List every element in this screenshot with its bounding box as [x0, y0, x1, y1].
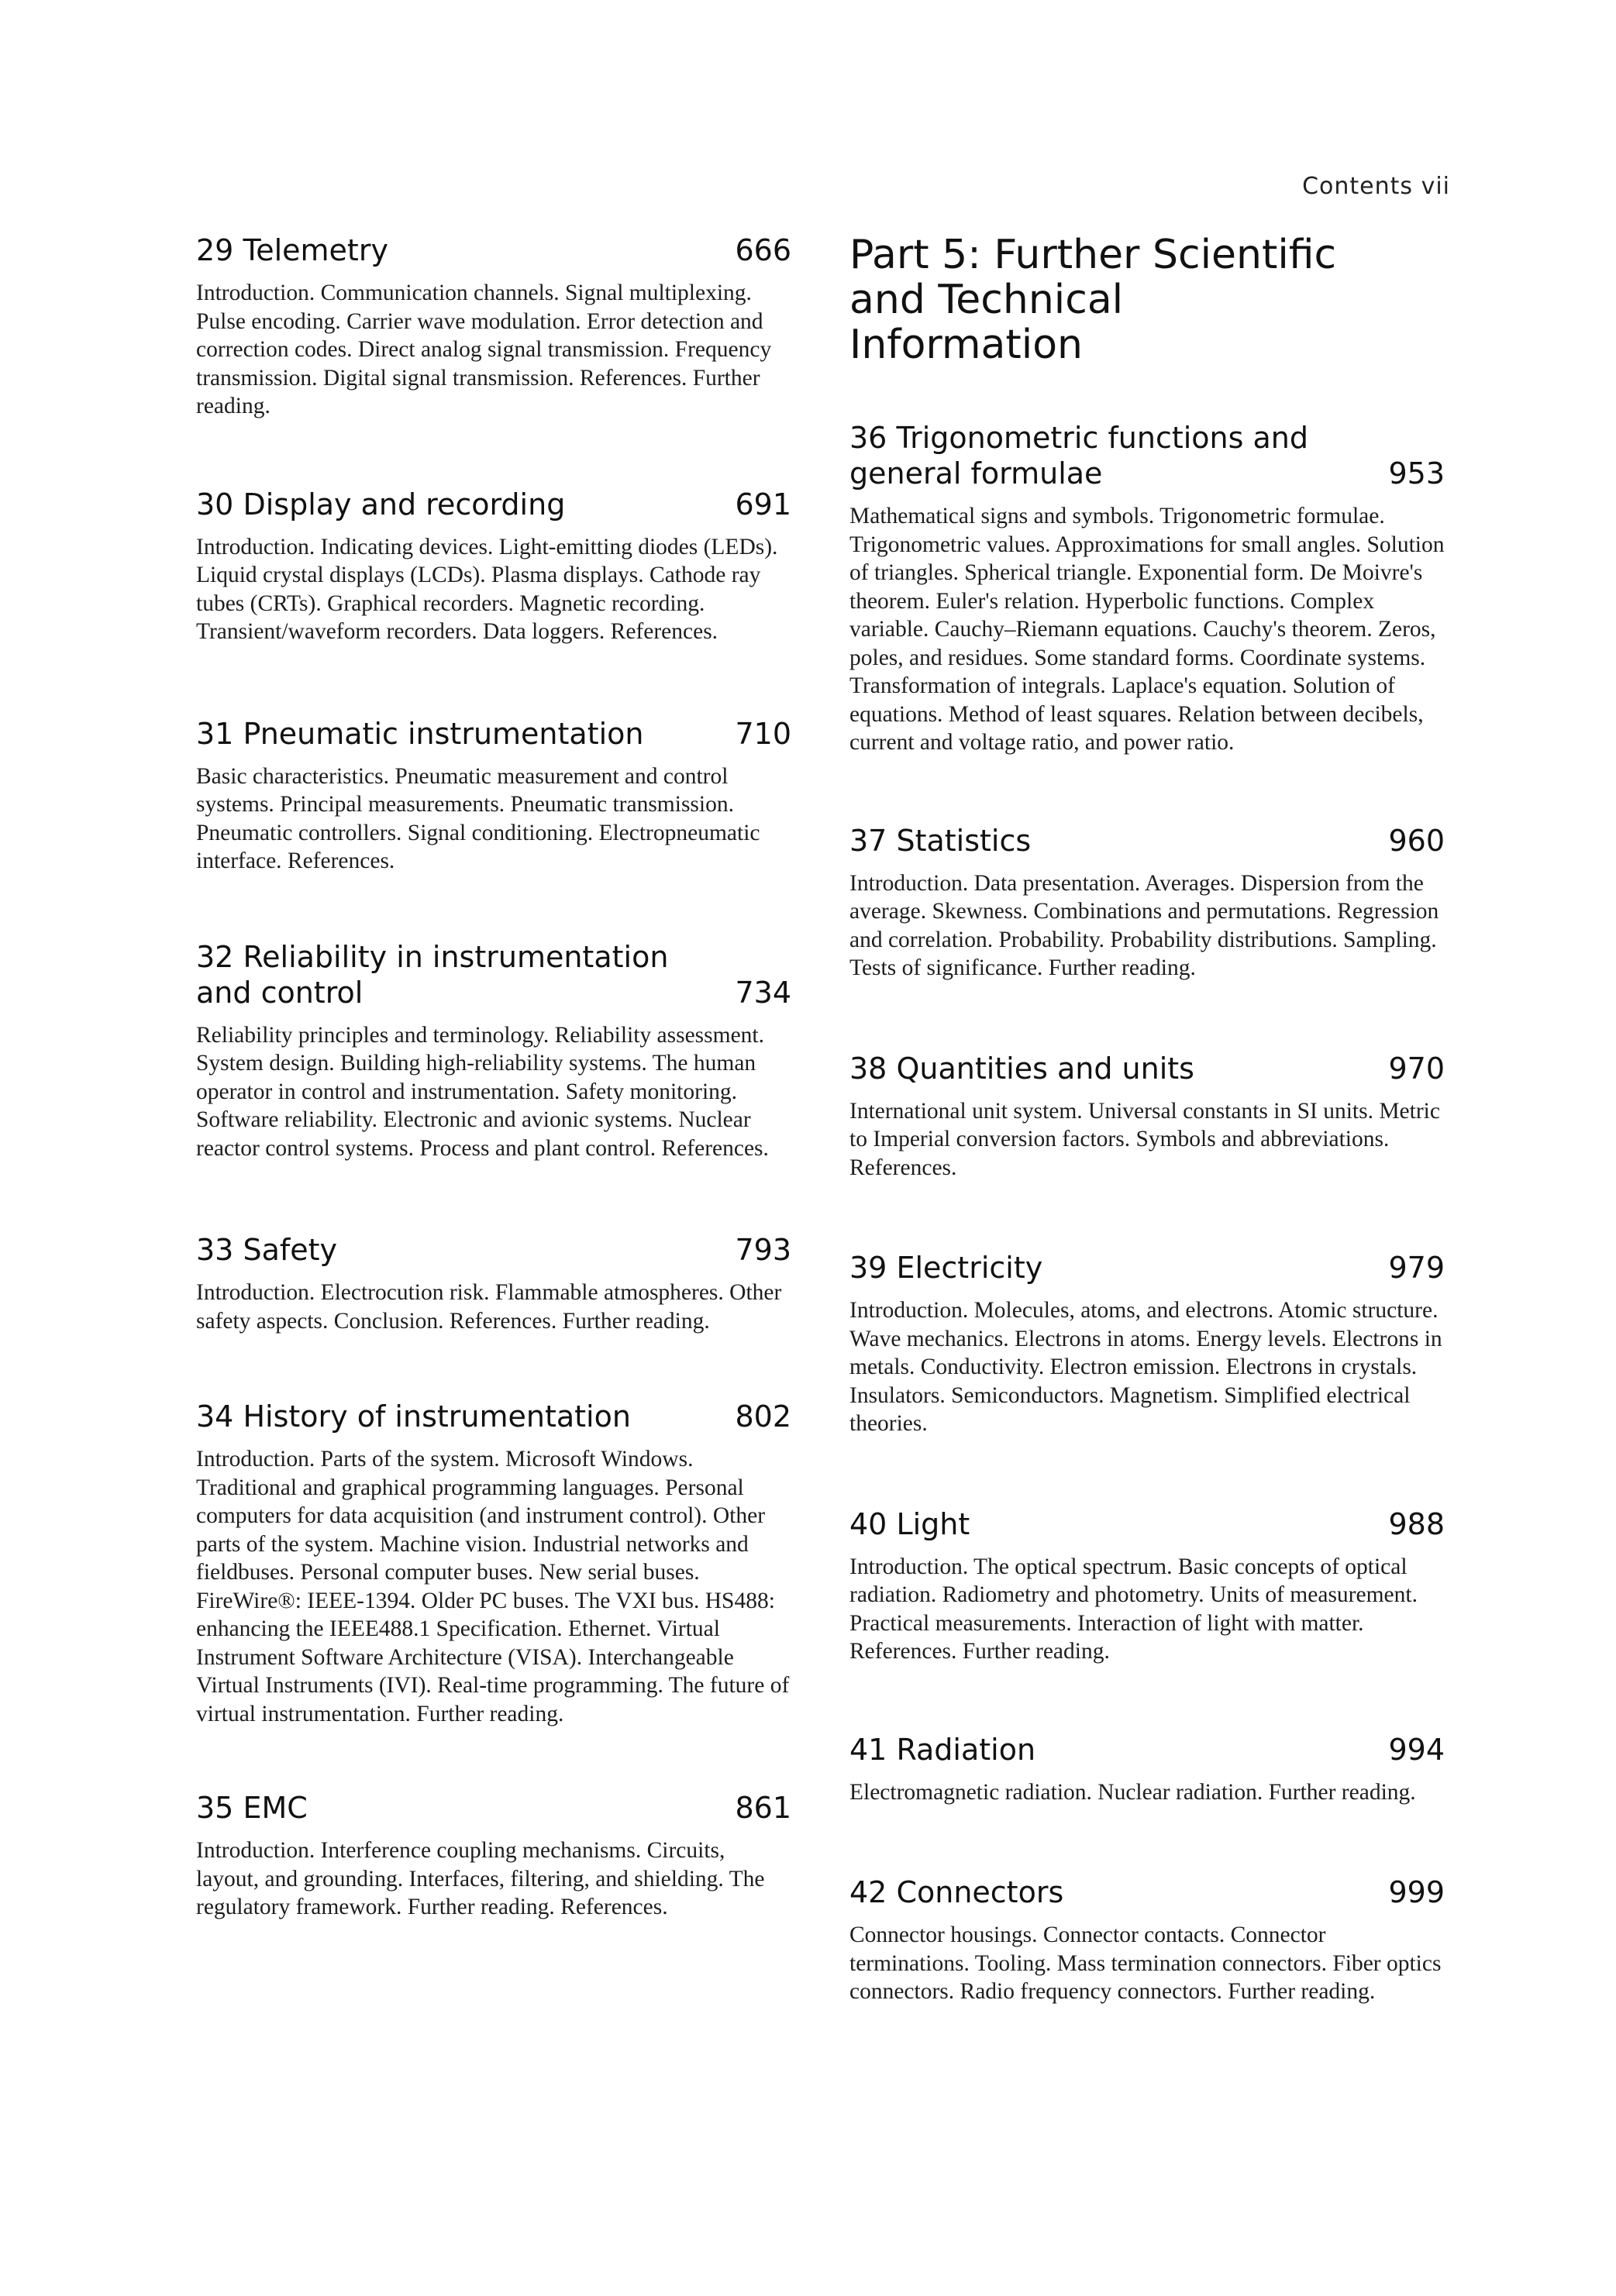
entry-heading [196, 716, 791, 752]
contents-entry-33 [196, 1232, 791, 1335]
page-number: 666 [735, 233, 791, 267]
page-number: 710 [735, 716, 791, 751]
chapter-description: Mathematical signs and symbols. Trigonometric formulae. Trigonometric values. Approximations for small angles. Solution of triangles. Spherical triangle. Exponential form. De Moivre's theorem. Euler's relation. Hyperbolic functions. Complex variable. Cauchy–Riemann equations. Cauchy's theorem. Zeros, poles, and residues. Some standard forms. Coordinate systems. Transformation of integrals. Laplace's equation. Solution of equations. Method of least squares. Relation between decibels, current and voltage ratio, and power ratio. [849, 504, 1445, 755]
entry-title [849, 1874, 1063, 1910]
chapter-number: 35 [196, 1791, 234, 1825]
contents-entry-39 [849, 1250, 1445, 1438]
chapter-description: Introduction. Electrocution risk. Flammable atmospheres. Other safety aspects. Conclusion. References. Further reading. [196, 1280, 782, 1334]
chapter-title: Quantities and units [896, 1051, 1194, 1086]
page-number: 999 [1388, 1875, 1445, 1909]
entry-heading [849, 1732, 1445, 1768]
entry-title [849, 1051, 1194, 1086]
entry-title [849, 823, 1031, 859]
page-number: 802 [735, 1399, 791, 1434]
chapter-title: Statistics [896, 823, 1032, 858]
part-heading: Part 5: Further Scientific and Technical Information [849, 232, 1337, 368]
entry-title [196, 1790, 308, 1826]
chapter-description: Introduction. Molecules, atoms, and electrons. Atomic structure. Wave mechanics. Electrons in atoms. Energy levels. Electrons in metals. Conductivity. Electron emission. Electrons in crystals. Insulators. Semiconductors. Magnetism. Simplified electrical theories. [849, 1298, 1442, 1436]
page-number: 970 [1388, 1051, 1445, 1086]
page-number: 861 [735, 1791, 791, 1825]
contents-entry-36 [849, 420, 1445, 757]
chapter-title: Trigonometric functions and general formulae [849, 421, 1309, 491]
page-number: 988 [1388, 1506, 1445, 1541]
entry-heading [849, 420, 1445, 491]
chapter-title: Radiation [896, 1732, 1036, 1767]
chapter-number: 33 [196, 1233, 234, 1267]
running-head: Contents vii [1302, 173, 1450, 200]
entry-title [196, 1399, 631, 1434]
chapter-title: EMC [243, 1791, 308, 1825]
entry-title [849, 1506, 970, 1542]
contents-entry-31 [196, 716, 791, 876]
page-number: 691 [735, 487, 791, 522]
entry-heading [196, 1399, 791, 1434]
chapter-description: Introduction. Communication channels. Signal multiplexing. Pulse encoding. Carrier wave modulation. Error detection and correction codes. Direct analog signal transmission. Frequency transmission. Digital signal transmission. References. Further reading. [196, 281, 772, 418]
chapter-description: Electromagnetic radiation. Nuclear radiation. Further reading. [849, 1779, 1416, 1805]
entry-heading [196, 1232, 791, 1268]
chapter-number: 38 [849, 1051, 887, 1086]
entry-heading [196, 487, 791, 522]
chapter-number: 39 [849, 1251, 887, 1285]
chapter-number: 34 [196, 1399, 234, 1434]
chapter-title: Light [896, 1506, 970, 1541]
entry-heading [849, 823, 1445, 859]
entry-title [849, 420, 1346, 491]
entry-title [196, 487, 565, 522]
chapter-number: 36 [849, 421, 887, 455]
page-number: 960 [1388, 823, 1445, 858]
page-number: 953 [1388, 456, 1445, 491]
entry-heading [196, 1790, 791, 1826]
contents-entry-41 [849, 1732, 1445, 1807]
chapter-description: International unit system. Universal constants in SI units. Metric to Imperial conversion factors. Symbols and abbreviations. References. [849, 1098, 1440, 1180]
contents-entry-40 [849, 1506, 1445, 1666]
chapter-number: 29 [196, 233, 234, 267]
contents-entry-30 [196, 487, 791, 646]
chapter-description: Introduction. Indicating devices. Light-emitting diodes (LEDs). Liquid crystal displays (LCDs). Plasma displays. Cathode ray tubes (CRTs). Graphical recorders. Magnetic recording. Transient/waveform recorders. Data loggers. References. [196, 534, 778, 644]
contents-entry-38 [849, 1051, 1445, 1182]
page-number: 994 [1388, 1732, 1445, 1767]
entry-title [849, 1732, 1035, 1768]
entry-heading [849, 1051, 1445, 1086]
entry-heading [849, 1250, 1445, 1286]
chapter-number: 40 [849, 1506, 887, 1541]
page-number: 793 [735, 1233, 791, 1267]
chapter-title: Safety [243, 1233, 338, 1267]
contents-entry-35 [196, 1790, 791, 1922]
page-number: 734 [735, 975, 791, 1010]
chapter-description: Introduction. The optical spectrum. Basic concepts of optical radiation. Radiometry and photometry. Units of measurement. Practical measurements. Interaction of light with matter. References. Further reading. [849, 1554, 1418, 1664]
chapter-number: 41 [849, 1732, 887, 1767]
chapter-title: Electricity [896, 1251, 1043, 1285]
entry-heading [196, 232, 791, 268]
right-column [849, 232, 1445, 2006]
entry-title [849, 1250, 1042, 1286]
chapter-description: Basic characteristics. Pneumatic measurement and control systems. Principal measurements. Pneumatic transmission. Pneumatic controllers. Signal conditioning. Electropneumatic interface. References. [196, 763, 760, 873]
contents-entry-37 [849, 823, 1445, 983]
chapter-title: Reliability in instrumentation and control [196, 939, 669, 1010]
chapter-description: Introduction. Interference coupling mechanisms. Circuits, layout, and grounding. Interfaces, filtering, and shielding. The regulatory framework. Further reading. References. [196, 1838, 765, 1919]
chapter-title: Connectors [896, 1875, 1064, 1909]
chapter-description: Introduction. Parts of the system. Microsoft Windows. Traditional and graphical programming languages. Personal computers for data acquisition (and instrument control). Other parts of the system. Machine vision. Industrial networks and fieldbuses. Personal computer buses. New serial buses. FireWire®: IEEE-1394. Older PC buses. The VXI bus. HS488: enhancing the IEEE488.1 Specification. Ethernet. Virtual Instrument Software Architecture (VISA). Interchangeable Virtual Instruments (IVI). Real-time programming. The future of virtual instrumentation. Further reading. [196, 1447, 790, 1726]
entry-title [196, 939, 692, 1010]
chapter-description: Reliability principles and terminology. Reliability assessment. System design. Building high-reliability systems. The human operator in control and instrumentation. Safety monitoring. Software reliability. Electronic and avionic systems. Nuclear reactor control systems. Process and plant control. References. [196, 1022, 769, 1161]
entry-heading [849, 1506, 1445, 1542]
entry-title [196, 232, 388, 268]
chapter-number: 32 [196, 939, 234, 974]
contents-entry-32 [196, 939, 791, 1163]
entry-heading [196, 939, 791, 1010]
contents-entry-42 [849, 1874, 1445, 2006]
chapter-number: 37 [849, 823, 887, 858]
entry-heading [849, 1874, 1445, 1910]
chapter-title: Telemetry [243, 233, 388, 267]
chapter-description: Connector housings. Connector contacts. Connector terminations. Tooling. Mass termination connectors. Fiber optics connectors. Radio frequency connectors. Further reading. [849, 1923, 1442, 2004]
chapter-title: Pneumatic instrumentation [243, 716, 644, 751]
chapter-title: History of instrumentation [243, 1399, 631, 1434]
entry-title [196, 716, 643, 752]
left-column [196, 232, 791, 1922]
chapter-number: 31 [196, 716, 234, 751]
chapter-title: Display and recording [243, 487, 566, 522]
chapter-description: Introduction. Data presentation. Averages. Dispersion from the average. Skewness. Combinations and permutations. Regression and correlation. Probability. Probability distributions. Sampling. Tests of significance. Further reading. [849, 870, 1439, 980]
chapter-number: 42 [849, 1875, 887, 1909]
page-number: 979 [1388, 1251, 1445, 1285]
entry-title [196, 1232, 337, 1268]
contents-entry-29 [196, 232, 791, 421]
contents-entry-34 [196, 1399, 791, 1728]
chapter-number: 30 [196, 487, 234, 522]
